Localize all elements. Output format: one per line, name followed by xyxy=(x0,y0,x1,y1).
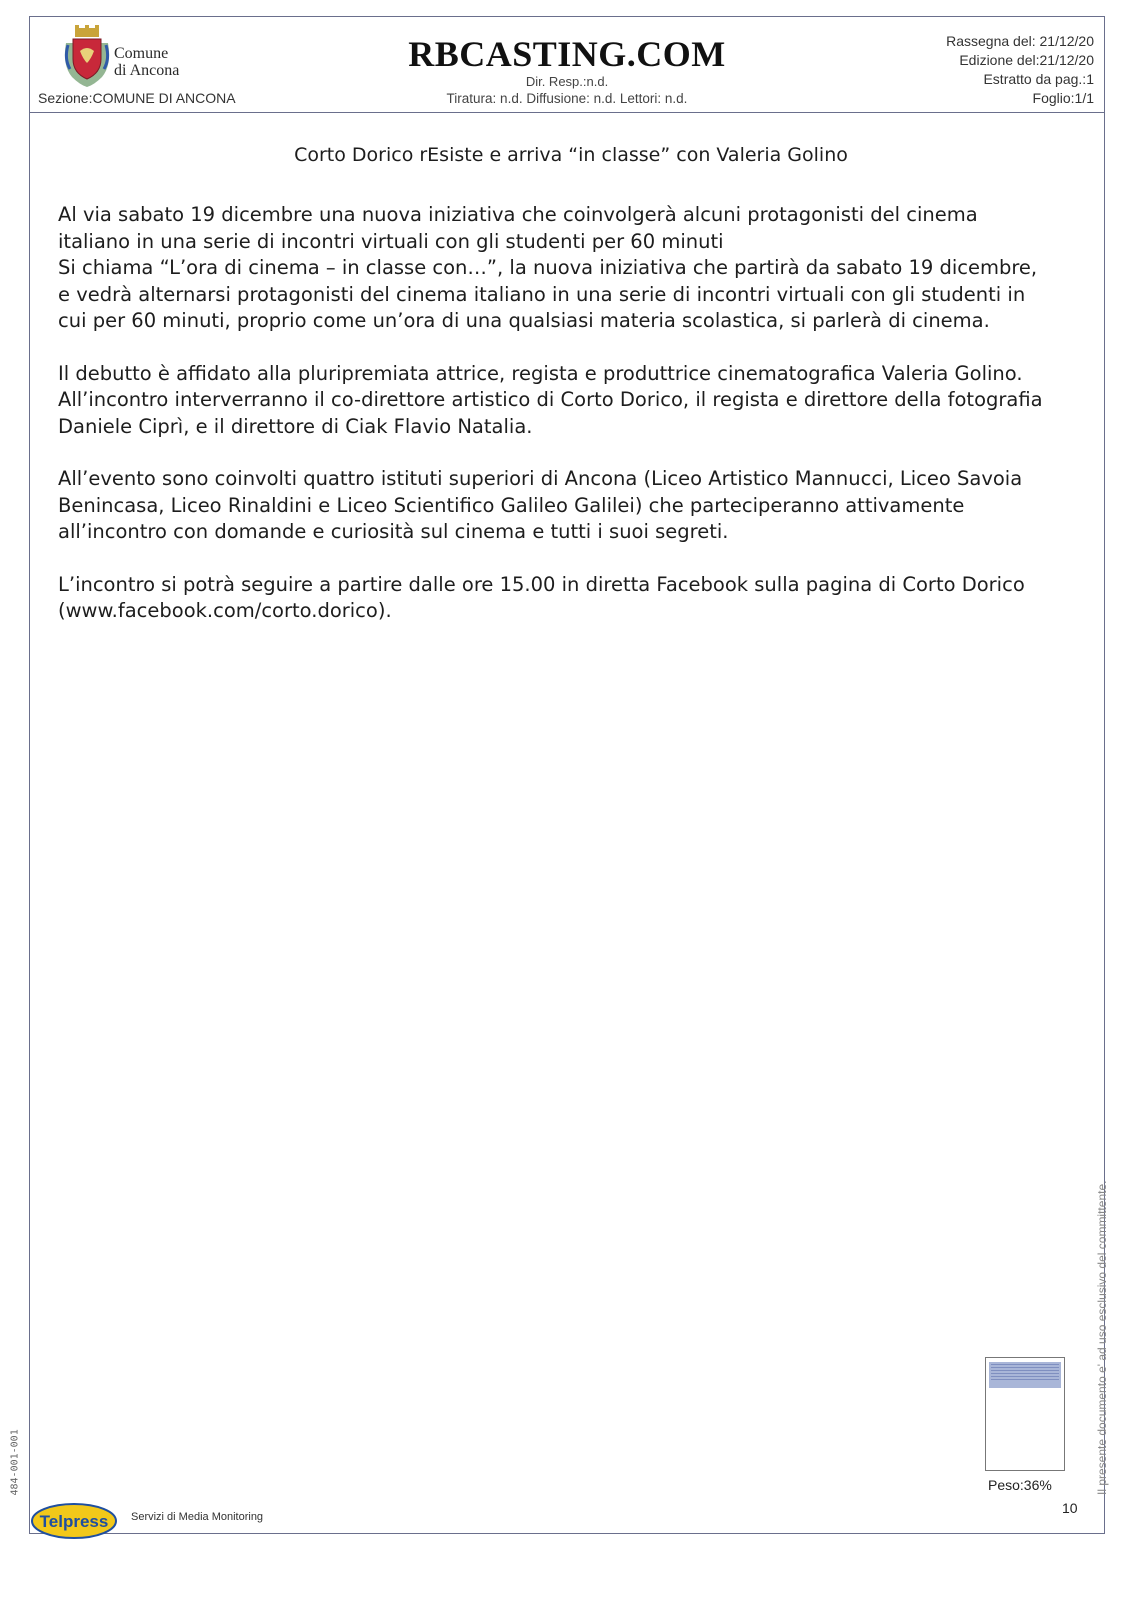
article-paragraph: All’evento sono coinvolti quattro istituti superiori di Ancona (Liceo Artistico Mannucci, Liceo Savoia Benincasa, Liceo Rinaldini e Liceo Scientifico Galileo Galilei) che parteciperanno attivamente all’incontro con domande e curiosità sul cinema e tutti i suoi segreti. xyxy=(58,467,1023,543)
article-title: Corto Dorico rEsiste e arriva “in classe” con Valeria Golino xyxy=(294,144,848,166)
thumbnail-highlight xyxy=(989,1362,1061,1388)
peso-label: Peso:36% xyxy=(988,1477,1052,1493)
document-header xyxy=(30,17,1104,113)
dir-resp: Dir. Resp.:n.d. xyxy=(525,74,609,89)
article-body xyxy=(58,144,1044,651)
foglio-count: Foglio:1/1 xyxy=(1032,90,1094,106)
estratto-page: Estratto da pag.:1 xyxy=(983,71,1094,87)
article-paragraph: Si chiama “L’ora di cinema – in classe con…”, la nuova iniziativa che partirà da sabato 19 dicembre, e vedrà alternarsi protagonisti del cinema italiano in una serie di incontri virtuali con gli studenti in cui per 60 minuti, proprio come un’ora di una qualsiasi materia scolastica, si parlerà di cinema. xyxy=(58,256,1038,332)
page-frame xyxy=(29,16,1105,1534)
telpress-logo-text: Telpress xyxy=(39,1512,109,1531)
telpress-logo xyxy=(30,1500,118,1540)
article-paragraph: L’incontro si potrà seguire a partire dalle ore 15.00 in diretta Facebook sulla pagina di Corto Dorico (www.facebook.com/corto.dorico). xyxy=(58,572,1025,622)
document-code: 484-001-001 xyxy=(9,1429,21,1496)
tiratura-info: Tiratura: n.d. Diffusione: n.d. Lettori: n.d. xyxy=(446,91,688,106)
rassegna-date: Rassegna del: 21/12/20 xyxy=(946,33,1094,49)
page-thumbnail xyxy=(985,1357,1065,1471)
sezione-label: Sezione:COMUNE DI ANCONA xyxy=(38,90,236,106)
edition-meta xyxy=(946,32,1094,108)
article-paragraph: Il debutto è affidato alla pluripremiata attrice, regista e produttrice cinematografica Valeria Golino. All’incontro interverranno il co-direttore artistico di Corto Dorico, il regista e direttore della fotografia Daniele Ciprì, e il direttore di Ciak Flavio Natalia. xyxy=(58,361,1043,438)
comune-line2: di Ancona xyxy=(114,62,180,79)
comune-line1: Comune xyxy=(114,45,169,62)
page-number: 10 xyxy=(1062,1500,1078,1516)
servizi-label: Servizi di Media Monitoring xyxy=(131,1511,264,1523)
edizione-date: Edizione del:21/12/20 xyxy=(959,52,1094,68)
article-paragraph: Al via sabato 19 dicembre una nuova iniziativa che coinvolgerà alcuni protagonisti del cinema italiano in una serie di incontri virtuali con gli studenti per 60 minuti xyxy=(58,203,978,253)
masthead-title: RBCASTING.COM xyxy=(408,34,726,74)
side-disclaimer: Il presente documento e' ad uso esclusivo del committente. xyxy=(1095,1180,1109,1495)
